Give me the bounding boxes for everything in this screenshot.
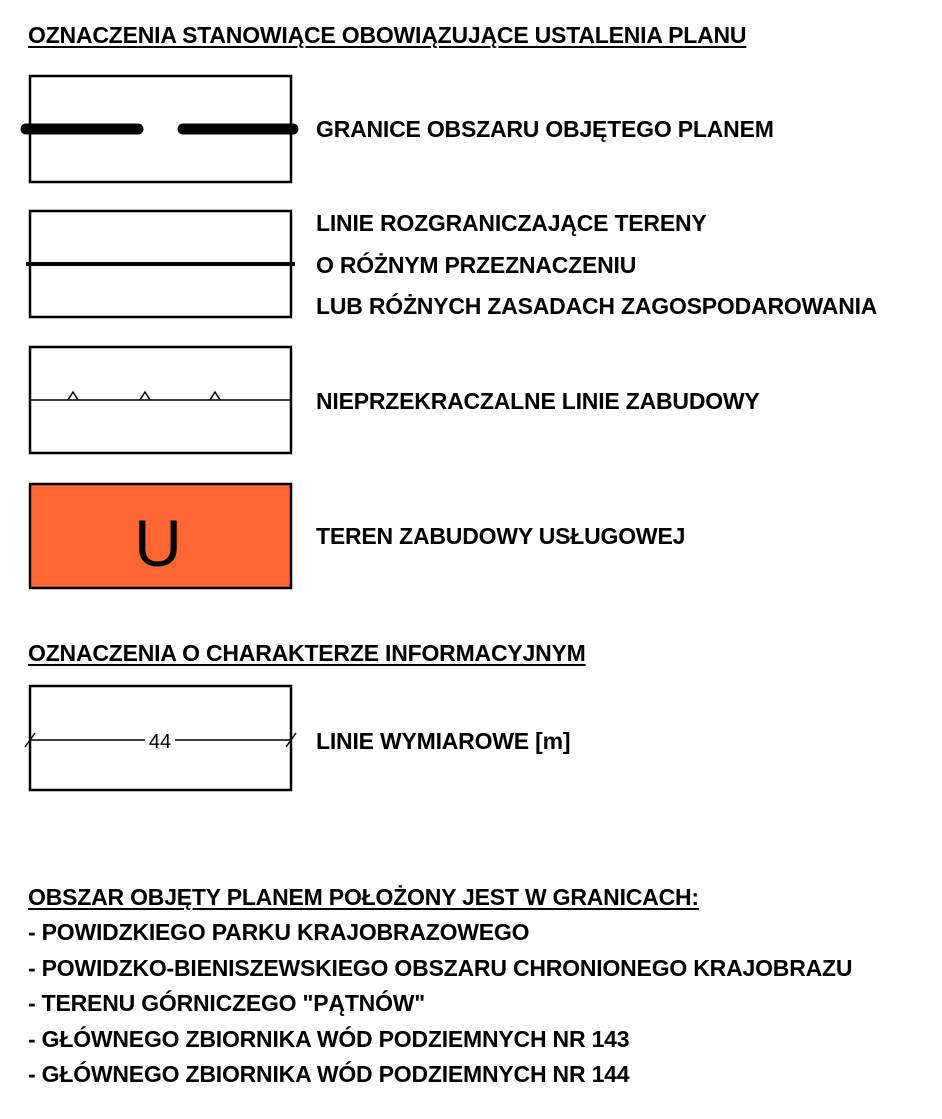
building-line-symbol [30,347,291,453]
service-zone-symbol [30,484,291,588]
dimension-value: 44 [148,731,172,753]
section-heading-informative: OZNACZENIA O CHARAKTERZE INFORMACYJNYM [28,640,586,666]
boundary-list-item: - TERENU GÓRNICZEGO "PĄTNÓW" [28,990,425,1016]
legend-label-demarcation-2: O RÓŻNYM PRZEZNACZENIU [316,252,637,278]
boundary-symbol [26,76,293,182]
boundary-list-item: - GŁÓWNEGO ZBIORNIKA WÓD PODZIEMNYCH NR 144 [28,1061,630,1087]
legend-label-boundary: GRANICE OBSZARU OBJĘTEGO PLANEM [316,116,774,142]
boundary-list-item: - GŁÓWNEGO ZBIORNIKA WÓD PODZIEMNYCH NR 143 [28,1026,630,1052]
dimension-symbol [25,686,296,790]
section-heading-boundaries: OBSZAR OBJĘTY PLANEM POŁOŻONY JEST W GRANICACH: [28,884,699,910]
service-zone-code: U [134,506,182,580]
legend-label-demarcation-3: LUB RÓŻNYCH ZASADACH ZAGOSPODAROWANIA [316,293,878,319]
legend-label-dimension: LINIE WYMIAROWE [m] [316,728,571,754]
legend-label-demarcation-1: LINIE ROZGRANICZAJĄCE TERENY [316,210,707,236]
demarcation-symbol [26,211,295,317]
boundary-list-item: - POWIDZKO-BIENISZEWSKIEGO OBSZARU CHRONIONEGO KRAJOBRAZU [28,955,853,981]
boundary-list-item: - POWIDZKIEGO PARKU KRAJOBRAZOWEGO [28,919,530,945]
legend-label-building-line: NIEPRZEKRACZALNE LINIE ZABUDOWY [316,388,760,414]
legend-label-service-zone: TEREN ZABUDOWY USŁUGOWEJ [316,523,686,549]
section-heading-binding: OZNACZENIA STANOWIĄCE OBOWIĄZUJĄCE USTALENIA PLANU [28,22,747,48]
